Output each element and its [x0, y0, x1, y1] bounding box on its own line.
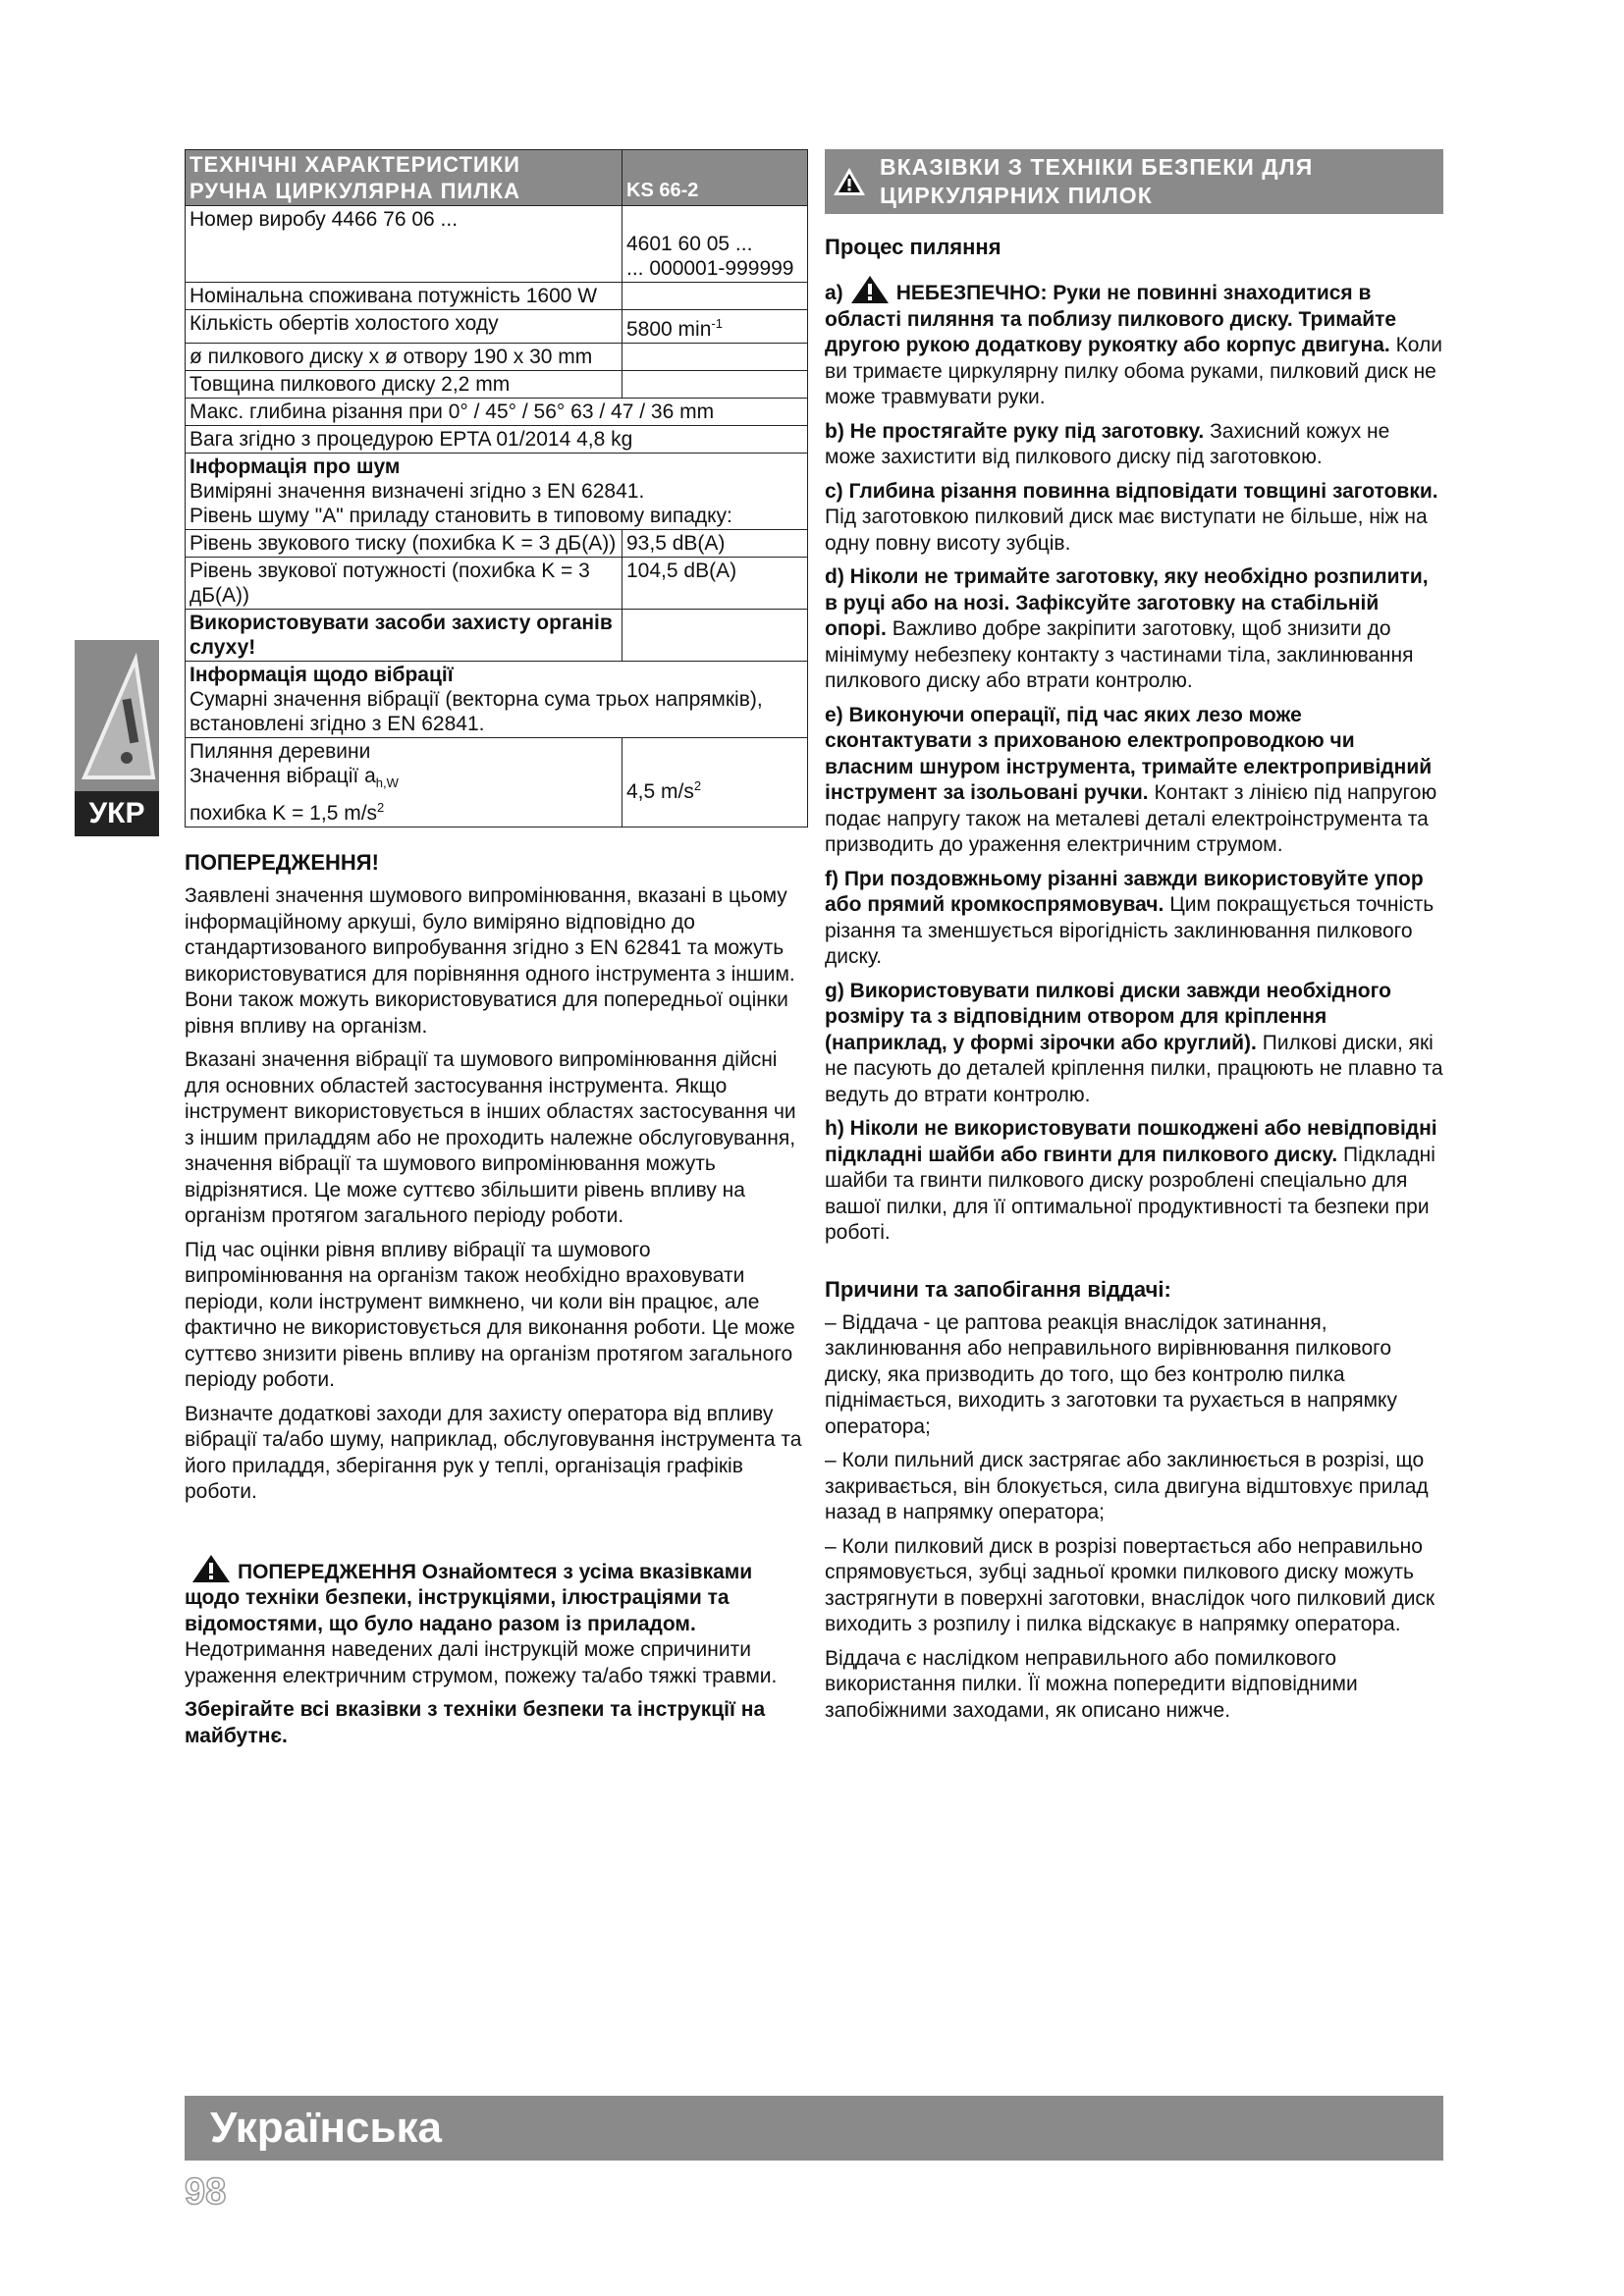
- spec-table: [185, 149, 808, 828]
- kickback-item-1: – Віддача - це раптова реакція внаслідок затинання, заклинювання або неправильного вирівнювання пилкового диску, яка призводить до того, що без контролю пилка піднімається, виходить з заготовки та рухається в напрямку оператора;: [825, 1310, 1397, 1438]
- noise-title: Інформація про шум: [189, 455, 401, 478]
- vib-value-label: Значення вібрації a: [189, 765, 376, 787]
- vibration-text: Сумарні значення вібрації (векторна сума трьох напрямків), встановлені згідно з EN 62841.: [189, 688, 763, 735]
- kickback-item-2: – Коли пильний диск застрягає або заклинюється в розрізі, що закривається, він блокується, сила двигуна відштовхує прилад назад в напрямку оператора;: [825, 1449, 1429, 1523]
- noise-text-2: Рівень шуму "А" приладу становить в типовому випадку:: [189, 505, 732, 527]
- row-label: Вага згідно з процедурою EPTA 01/2014: [189, 428, 571, 451]
- item-b-text: Захисний кожух не може захистити від пилкового диску під заготовкою.: [825, 419, 1390, 468]
- noise-text-1: Виміряні значення визначені згідно з EN 62841.: [189, 480, 645, 503]
- left-paragraph-4: Визначте додаткові заходи для захисту оператора від впливу вібрації та/або шуму, наприклад, обслуговування інструмента та його приладдя, зберігання рук у теплі, організація графіків роботи.: [185, 1402, 802, 1504]
- warning-triangle-icon: [849, 274, 891, 305]
- spec-title-line1: ТЕХНІЧНІ ХАРАКТЕРИСТИКИ: [189, 152, 520, 177]
- safety-header-text: ВКАЗІВКИ З ТЕХНІКИ БЕЗПЕКИ ДЛЯ ЦИРКУЛЯРНИХ ПИЛОК: [880, 154, 1314, 208]
- row-label: Макс. глибина різання при 0° / 45° / 56°: [189, 400, 566, 423]
- table-row: [186, 310, 808, 344]
- table-row: [186, 426, 808, 454]
- kickback-item-4: Віддача є наслідком неправильного або помилкового використання пилки. Її можна попередити відповідними запобіжними заходами, як описано нижче.: [825, 1646, 1358, 1722]
- item-e-bold: e) Виконуючи операції, під час яких лезо може сконтактувати з прихованою електропроводкою чи власним шнуром інструмента, тримайте електропривідний інструмент за ізольовані ручки.: [825, 703, 1433, 804]
- row-value: 190 x 30 mm: [472, 346, 593, 368]
- page-number: 98: [185, 2171, 227, 2213]
- right-column: [825, 149, 1443, 1732]
- sound-power-value: 104,5 dB(A): [623, 558, 808, 610]
- item-a-letter: a): [825, 282, 843, 304]
- item-h-text: Підкладні шайби та гвинти пилкового диску розроблені спеціально для вашої пилки, для її оптимальної продуктивності та безпеки при роботі.: [825, 1143, 1435, 1244]
- warning-2-bold: ПОПЕРЕДЖЕННЯ Ознайомтеся з усіма вказівками щодо техніки безпеки, інструкціями, ілюстраціями та відомостями, що було надано разом із приладом.: [185, 1560, 753, 1635]
- item-b-bold: b) Не простягайте руку під заготовку.: [825, 419, 1205, 443]
- row-value: 2,2 mm: [441, 373, 511, 396]
- item-g-text: Пилкові диски, які не пасують до деталей кріплення пилки, працюють не плавно та ведуть до втрати контролю.: [825, 1031, 1443, 1106]
- item-f-bold: f) При поздовжньому різанні завжди використовуйте упор або прямий кромкоспрямовувач.: [825, 867, 1424, 916]
- wood-cutting: Пиляння деревини: [189, 740, 371, 763]
- vib-value-sup: 2: [693, 778, 702, 794]
- sound-pressure-value: 93,5 dB(A): [623, 530, 808, 558]
- vibration-title: Інформація щодо вібрації: [189, 664, 454, 686]
- vib-uncertainty: похибка K = 1,5 m/s: [189, 802, 378, 826]
- spec-table-header: [186, 150, 808, 206]
- item-c-bold: c) Глибина різання повинна відповідати товщині заготовки.: [825, 479, 1438, 503]
- warning-triangle-icon: [833, 167, 866, 196]
- hearing-protection: Використовувати засоби захисту органів слуху!: [186, 610, 623, 662]
- row-value: 63 / 47 / 36 mm: [570, 400, 715, 423]
- table-row: [186, 454, 808, 530]
- kickback-title: Причини та запобігання віддачі:: [825, 1276, 1171, 1302]
- table-row: [186, 530, 808, 558]
- process-title: Процес пиляння: [825, 235, 1001, 259]
- table-row: [186, 558, 808, 610]
- row-value: 1600 W: [525, 285, 598, 307]
- row-value: 4,8 kg: [576, 428, 633, 451]
- side-tab-label: УКР: [75, 791, 159, 836]
- table-row: [186, 738, 808, 828]
- warning-title: ПОПЕРЕДЖЕННЯ!: [185, 850, 379, 876]
- product-no-value-2: ... 000001-999999: [626, 257, 794, 280]
- footer-language-bar: Українська: [185, 2096, 1443, 2161]
- safety-header: [825, 149, 1443, 214]
- item-d-text: Важливо добре закріпити заготовку, щоб знизити до мінімуму небезпеку контакту з частинами тіла, заклинювання пилкового диску або втрати контролю.: [825, 617, 1414, 692]
- item-g-bold: g) Використовувати пилкові диски завжди необхідного розміру та з відповідним отвором для кріплення (наприклад, у формі зірочки або круглий).: [825, 979, 1391, 1054]
- table-row: [186, 399, 808, 426]
- product-no-label: Номер виробу 4466 76 06 ...: [186, 206, 623, 283]
- table-row: [186, 371, 808, 399]
- spec-model: KS 66-2: [623, 150, 808, 206]
- row-label: Номінальна споживана потужність: [189, 285, 520, 307]
- left-paragraph-2: Вказані значення вібрації та шумового випромінювання дійсні для основних областей застосування інструмента. Якщо інструмент використовується в інших областях застосування чи з іншим приладдям або не проходить належне обслуговування, значення вібрації та шумового випромінювання можуть відрізнятися. Це може суттєво збільшити рівень впливу на організм протягом загального періоду роботи.: [185, 1048, 796, 1228]
- spec-title-line2: РУЧНА ЦИРКУЛЯРНА ПИЛКА: [189, 179, 520, 203]
- item-c-text: Під заготовкою пилковий диск має виступати не більше, ніж на одну повну висоту зубців.: [825, 506, 1428, 555]
- left-column: [185, 149, 808, 1757]
- left-paragraph-3: Під час оцінки рівня впливу вібрації та шумового випромінювання на організм також необхідно враховувати періоди, коли інструмент вимкнено, чи коли він працює, але фактично не використовується для виконання роботи. Це може суттєво знизити рівень впливу на організм протягом загального періоду роботи.: [185, 1238, 795, 1392]
- row-label: Товщина пилкового диску: [189, 373, 436, 396]
- item-f-text: Цим покращується точність різання та зменшується вірогідність заклинювання пилкового диску.: [825, 893, 1435, 968]
- vib-value-sub: h,W: [375, 775, 399, 791]
- warning-icon: [75, 640, 159, 787]
- vib-uncertainty-sup: 2: [377, 800, 385, 816]
- keep-instructions: Зберігайте всі вказівки з техніки безпеки та інструкції на майбутнє.: [185, 1698, 766, 1747]
- kickback-item-3: – Коли пилковий диск в розрізі повертається або неправильно спрямовується, зубці задньої кромки пилкового диску можуть застрягнути в поверхні заготовки, внаслідок чого пилковий диск виходить з розпилу і пилка відскакує в напрямку оператора.: [825, 1534, 1435, 1635]
- row-value: 5800 min: [626, 318, 712, 341]
- item-d-bold: d) Ніколи не тримайте заготовку, яку необхідно розпилити, в руці або на нозі. Зафіксуйте заготовку на стабільній опорі.: [825, 565, 1429, 640]
- item-e-text: Контакт з лінією під напругою подає напругу також на металеві деталі електроінструмента та призводить до ураження електричним струмом.: [825, 781, 1437, 856]
- product-no-value-1: 4601 60 05 ...: [626, 233, 753, 255]
- table-row: [186, 662, 808, 738]
- table-row: [186, 344, 808, 371]
- table-row: [186, 206, 808, 283]
- item-a-bold: НЕБЕЗПЕЧНО: Руки не повинні знаходитися в області пиляння та поблизу пилкового диску. Тримайте другою рукою додаткову рукоятку або корпус двигуна.: [825, 282, 1397, 356]
- warning-2-text: Недотримання наведених далі інструкцій може спричинити ураження електричним струмом, пожежу та/або тяжкі травми.: [185, 1638, 778, 1687]
- item-h-bold: h) Ніколи не використовувати пошкоджені або невідповідні підкладні шайби або гвинти для пилкового диску.: [825, 1117, 1437, 1166]
- sound-pressure-label: Рівень звукового тиску (похибка K = 3 дБ(A)): [186, 530, 623, 558]
- row-value-sup: -1: [711, 316, 723, 331]
- left-paragraph-1: Заявлені значення шумового випромінювання, вказані в цьому інформаційному аркуші, було виміряно відповідно до стандартизованого випробування згідно з EN 62841 та можуть використовуватися для порівняння одного інструмента з іншим. Вони також можуть використовуватися для попередньої оцінки рівня впливу на організм.: [185, 884, 795, 1038]
- table-row: [186, 610, 808, 662]
- vib-value: 4,5 m/s: [626, 780, 694, 804]
- sound-power-label: Рівень звукової потужності (похибка K = 3 дБ(A)): [186, 558, 623, 610]
- warning-triangle-icon: [190, 1553, 232, 1584]
- row-label: Кількість обертів холостого ходу: [186, 310, 623, 344]
- item-a-text: Коли ви тримаєте циркулярну пилку обома руками, пилковий диск не може травмувати руки.: [825, 334, 1443, 408]
- table-row: [186, 283, 808, 310]
- row-label: ø пилкового диску x ø отвору: [189, 346, 468, 368]
